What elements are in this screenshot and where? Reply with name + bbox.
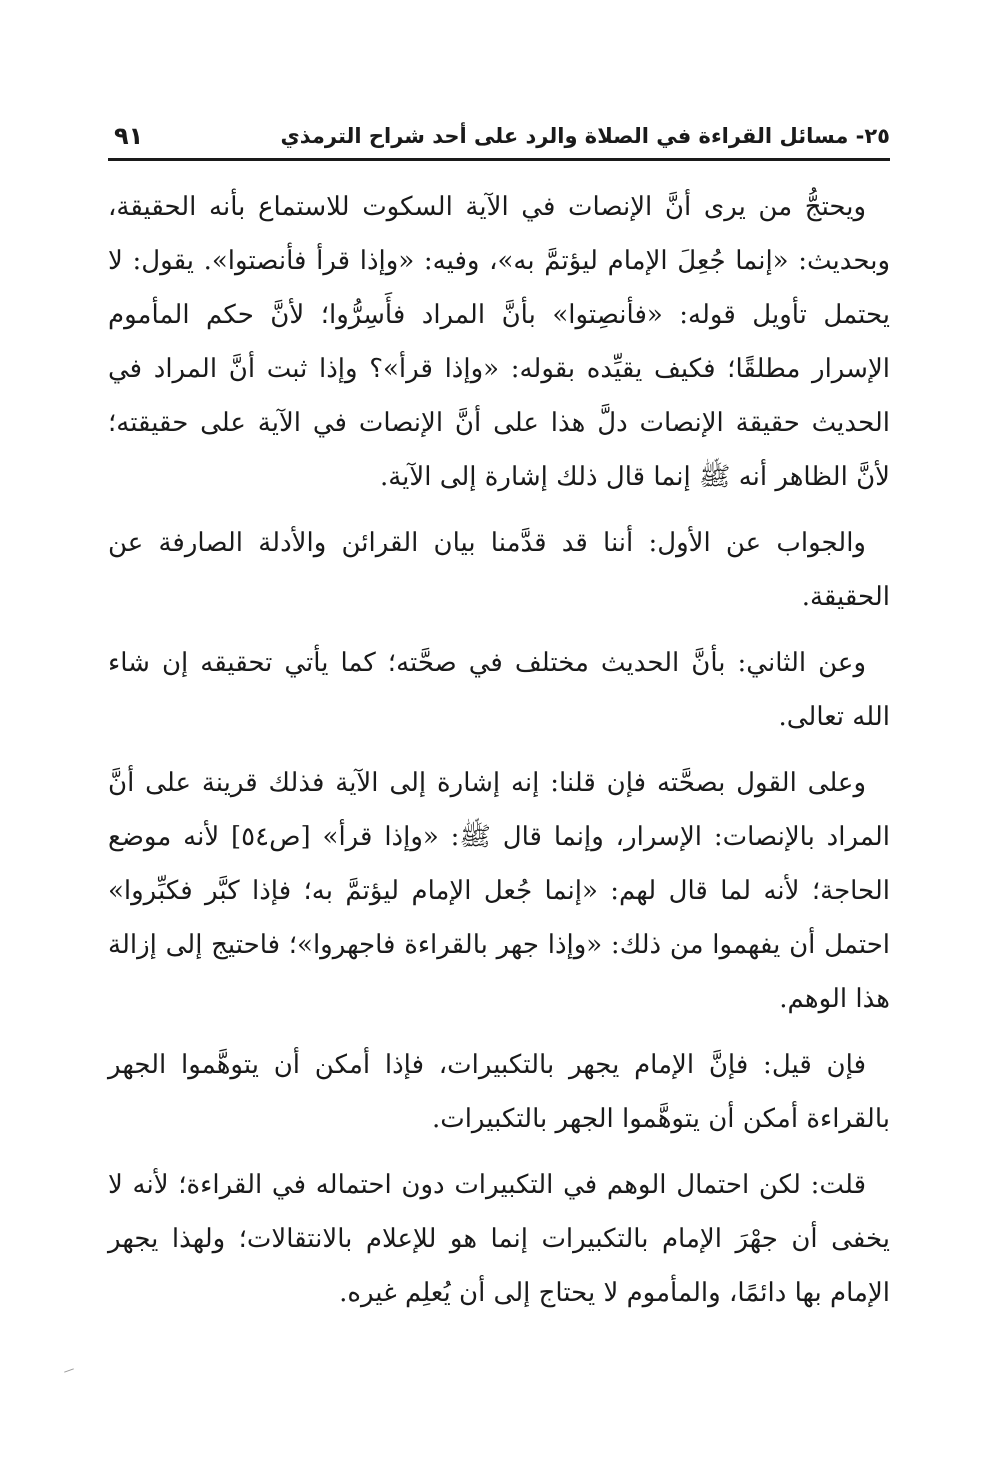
paragraph-6 — [108, 1158, 890, 1320]
paragraph-text: وعلى القول بصحَّته فإن قلنا: إنه إشارة إلى الآية فذلك قرينة على أنَّ المراد بالإنصات: الإسرار، وإنما قال ﷺ: «وإذا قرأ» [ص٥٤] لأنه موضع الحاجة؛ لأنه لما قال لهم: «إنما جُعل الإمام ليؤتمَّ به؛ فإذا كبَّر فكبِّروا» احتمل أن يفهموا من ذلك: «وإذا جهر بالقراءة فاجهروا»؛ فاحتيج إلى إزالة هذا الوهم. — [108, 768, 891, 1014]
paragraph-text: والجواب عن الأول: أننا قد قدَّمنا بيان القرائن والأدلة الصارفة عن الحقيقة. — [108, 528, 890, 612]
running-title: ٢٥- مسائل القراءة في الصلاة والرد على أحد شراح الترمذي — [280, 124, 890, 148]
paragraph-2 — [108, 516, 890, 624]
paragraph-1 — [108, 180, 890, 504]
paragraph-text: فإن قيل: فإنَّ الإمام يجهر بالتكبيرات، فإذا أمكن أن يتوهَّموا الجهر بالقراءة أمكن أن يتوهَّموا الجهر بالتكبيرات. — [108, 1050, 890, 1134]
paragraph-4 — [108, 756, 890, 1026]
paragraph-3 — [108, 636, 890, 744]
page-body — [108, 180, 890, 1320]
paragraph-text: ويحتجُّ من يرى أنَّ الإنصات في الآية السكوت للاستماع بأنه الحقيقة، وبحديث: «إنما جُعِلَ الإمام ليؤتمَّ به»، وفيه: «وإذا قرأ فأنصتوا». يقول: لا يحتمل تأويل قوله: «فأنصِتوا» بأنَّ المراد فأَسِرُّوا؛ لأنَّ حكم المأموم الإسرار مطلقًا؛ فكيف يقيِّده بقوله: «وإذا قرأ»؟ وإذا ثبت أنَّ المراد في الحديث حقيقة الإنصات دلَّ هذا على أنَّ الإنصات في الآية على حقيقته؛ لأنَّ الظاهر أنه ﷺ إنما قال ذلك إشارة إلى الآية. — [108, 192, 890, 492]
page-header — [108, 118, 890, 161]
paragraph-text: وعن الثاني: بأنَّ الحديث مختلف في صحَّته؛ كما يأتي تحقيقه إن شاء الله تعالى. — [108, 648, 890, 732]
page-number: ٩١ — [114, 122, 144, 150]
scan-mark — [64, 1368, 74, 1372]
paragraph-text: قلت: لكن احتمال الوهم في التكبيرات دون احتماله في القراءة؛ لأنه لا يخفى أن جهْرَ الإمام بالتكبيرات إنما هو للإعلام بالانتقالات؛ ولهذا يجهر الإمام بها دائمًا، والمأموم لا يحتاج إلى أن يُعلِم غيره. — [108, 1170, 890, 1308]
paragraph-5 — [108, 1038, 890, 1146]
